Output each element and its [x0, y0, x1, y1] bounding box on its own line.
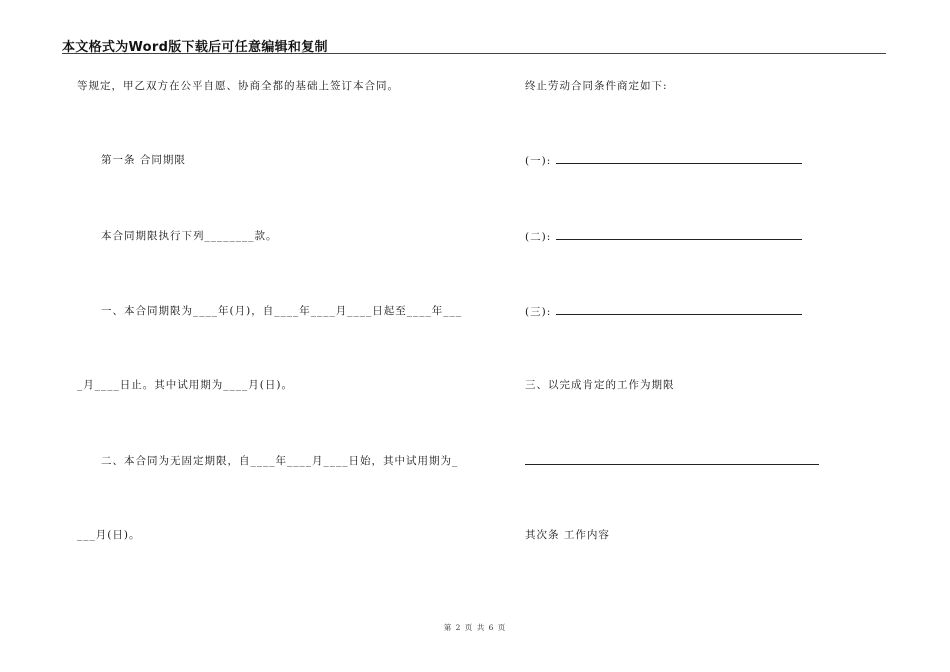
right-item-3 — [525, 304, 802, 319]
right-line-5: 三、以完成肯定的工作为期限 — [525, 379, 675, 391]
left-line-3: 本合同期限执行下列________款。 — [101, 230, 278, 242]
left-line-5: _月____日止。其中试用期为____月(日)。 — [77, 379, 293, 391]
right-blank-rule — [525, 454, 819, 465]
right-line-1: 终止劳动合同条件商定如下: — [525, 80, 668, 92]
right-item-2-blank — [556, 229, 802, 240]
right-item-1 — [525, 153, 802, 168]
right-blank-line — [525, 454, 819, 469]
right-item-2-label: (二): — [525, 231, 552, 243]
left-line-6: 二、本合同为无固定期限，自____年____月____日始，其中试用期为_ — [101, 455, 459, 467]
right-item-3-label: (三): — [525, 306, 552, 318]
right-item-3-blank — [556, 304, 802, 315]
left-line-2: 第一条 合同期限 — [101, 154, 186, 166]
right-item-1-label: (一): — [525, 155, 552, 167]
right-item-2 — [525, 229, 802, 244]
right-item-1-blank — [556, 153, 802, 164]
left-line-4: 一、本合同期限为____年(月)，自____年____月____日起至____年___ — [101, 305, 462, 317]
page-header-title: 本文格式为Word版下载后可任意编辑和复制 — [62, 40, 328, 55]
page-footer: 第 2 页 共 6 页 — [443, 623, 507, 632]
right-line-7: 其次条 工作内容 — [525, 529, 610, 541]
header-divider — [62, 53, 886, 54]
left-line-1: 等规定，甲乙双方在公平自愿、协商全都的基础上签订本合同。 — [77, 80, 399, 92]
left-line-7: ___月(日)。 — [77, 529, 141, 541]
